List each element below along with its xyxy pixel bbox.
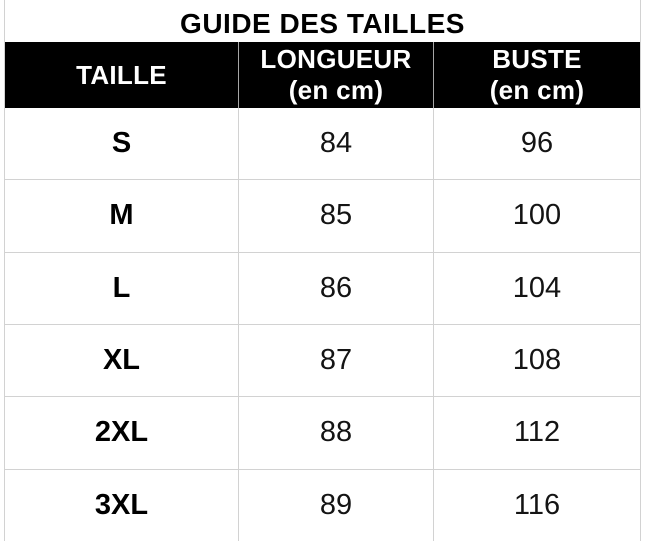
- table-row-3xl: [5, 469, 640, 541]
- table-title-row: [5, 0, 640, 42]
- size-cell: L: [112, 271, 131, 304]
- buste-cell: 100: [433, 180, 640, 251]
- table-row-m: [5, 179, 640, 251]
- size-cell: 2XL: [94, 416, 149, 449]
- column-header-longueur-unit: (en cm): [288, 75, 384, 105]
- size-cell: XL: [102, 344, 141, 377]
- size-cell: S: [111, 127, 132, 160]
- table-row-l: [5, 252, 640, 324]
- column-header-buste: [433, 42, 640, 108]
- buste-cell: 96: [433, 108, 640, 179]
- buste-cell: 112: [433, 397, 640, 468]
- column-header-taille-label: TAILLE: [76, 59, 167, 90]
- table-body: [5, 108, 640, 541]
- size-cell: M: [109, 199, 134, 232]
- longueur-cell: 86: [238, 253, 433, 324]
- column-header-taille: [5, 42, 238, 108]
- longueur-cell: 87: [238, 325, 433, 396]
- table-title: GUIDE DES TAILLES: [180, 7, 465, 39]
- longueur-cell: 85: [238, 180, 433, 251]
- column-header-buste-label: BUSTE: [492, 44, 582, 74]
- table-row-xl: [5, 324, 640, 396]
- longueur-cell: 89: [238, 470, 433, 541]
- column-header-longueur-label: LONGUEUR: [260, 44, 412, 74]
- column-header-buste-unit: (en cm): [489, 75, 585, 105]
- column-header-longueur: [238, 42, 433, 108]
- longueur-cell: 88: [238, 397, 433, 468]
- buste-cell: 116: [433, 470, 640, 541]
- longueur-cell: 84: [238, 108, 433, 179]
- table-header-row: [5, 42, 640, 108]
- table-row-2xl: [5, 396, 640, 468]
- buste-cell: 104: [433, 253, 640, 324]
- table-row-s: [5, 108, 640, 179]
- buste-cell: 108: [433, 325, 640, 396]
- size-cell: 3XL: [94, 488, 149, 521]
- size-guide-table: [4, 0, 641, 541]
